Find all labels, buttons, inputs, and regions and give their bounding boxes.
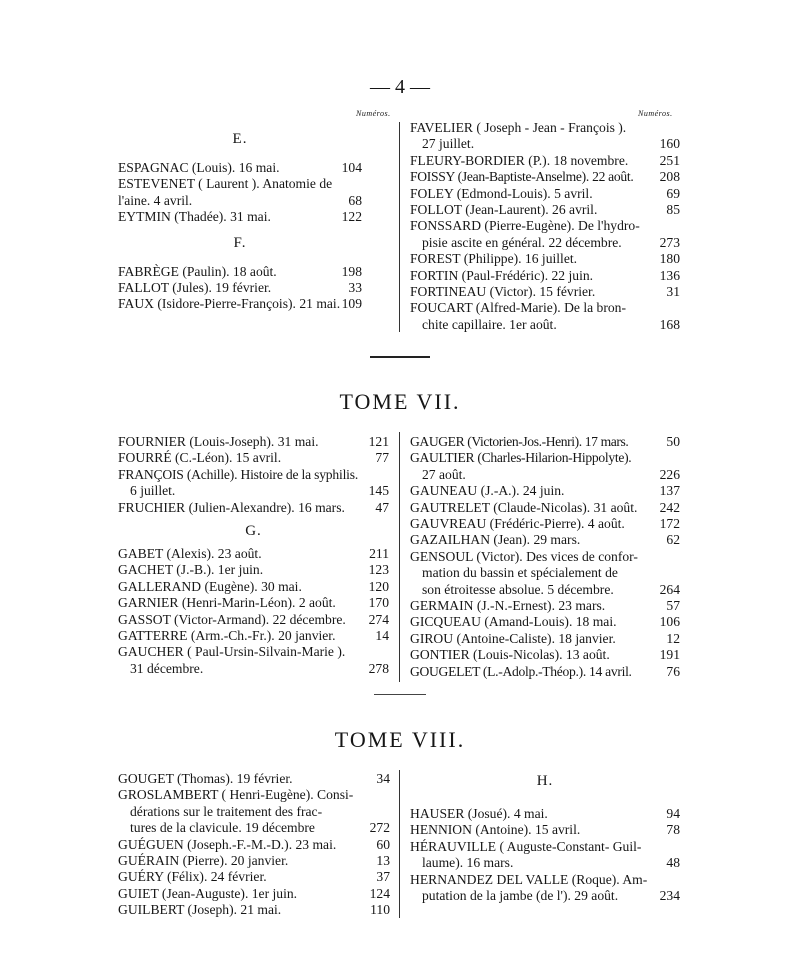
index-entry: FORTIN (Paul-Frédéric). 22 juin. 136	[410, 267, 680, 283]
index-entry: FRUCHIER (Julien-Alexandre). 16 mars. 47	[118, 499, 389, 515]
index-entry: ESPAGNAC (Louis). 16 mai. 104	[118, 160, 362, 175]
index-entry: GOUGET (Thomas). 19 février. 34	[118, 771, 390, 786]
numeros-label-left: Numéros.	[356, 109, 391, 118]
index-entry: FOREST (Philippe). 16 juillet. 180	[410, 251, 680, 267]
index-entry: GAUTRELET (Claude-Nicolas). 31 août. 242	[410, 499, 680, 515]
column-divider	[399, 432, 400, 682]
index-entry: GROSLAMBERT ( Henri-Eugène). Consi- dérations sur le traitement des frac- tures de la clavicule. 19 décembre 272	[118, 787, 390, 836]
index-entry: HÉRAUVILLE ( Auguste-Constant- Guil- laume). 16 mars. 48	[410, 838, 680, 871]
index-entry: GATTERRE (Arm.-Ch.-Fr.). 20 janvier. 14	[118, 628, 389, 644]
index-entry: GENSOUL (Victor). Des vices de confor- mation du bassin et spécialement de son étroitesse absolue. 5 décembre. 264	[410, 548, 680, 597]
index-entry: GUILBERT (Joseph). 21 mai. 110	[118, 902, 390, 918]
index-entry: GAZAILHAN (Jean). 29 mars. 62	[410, 532, 680, 548]
index-entry: FAUX (Isidore-Pierre-François). 21 mai. 109	[118, 296, 362, 312]
tome7-left-column	[118, 434, 389, 677]
index-entry: GASSOT (Victor-Armand). 22 décembre. 274	[118, 611, 389, 627]
letter-heading-e: E.	[232, 131, 248, 147]
index-entry: GACHET (J.-B.). 1er juin. 123	[118, 562, 389, 578]
index-entry: GAUNEAU (J.-A.). 24 juin. 137	[410, 483, 680, 499]
index-entry: GICQUEAU (Amand-Louis). 18 mai. 106	[410, 614, 680, 630]
index-entry: FALLOT (Jules). 19 février. 33	[118, 280, 362, 296]
index-entry: FOURRÉ (C.-Léon). 15 avril. 77	[118, 450, 389, 466]
index-entry: GALLERAND (Eugène). 30 mai. 120	[118, 578, 389, 594]
index-entry: GERMAIN (J.-N.-Ernest). 23 mars. 57	[410, 598, 680, 614]
index-entry: FOLEY (Edmond-Louis). 5 avril. 69	[410, 185, 680, 201]
index-entry: GAUGER (Victorien-Jos.-Henri). 17 mars. 50	[410, 434, 680, 449]
index-entry: EYTMIN (Thadée). 31 mai. 122	[118, 209, 362, 225]
section-rule	[370, 356, 430, 358]
index-entry: GUÉGUEN (Joseph.-F.-M.-D.). 23 mai. 60	[118, 836, 390, 852]
section1-left-column	[118, 128, 362, 313]
letter-heading-g: G.	[245, 523, 262, 540]
index-entry: GONTIER (Louis-Nicolas). 13 août. 191	[410, 647, 680, 663]
index-entry: GAUCHER ( Paul-Ursin-Silvain-Marie ). 31 décembre. 278	[118, 644, 389, 676]
numeros-label-right: Numéros.	[638, 109, 673, 118]
column-divider	[399, 770, 400, 918]
tome7-right-column	[410, 434, 680, 680]
index-entry: HERNANDEZ DEL VALLE (Roque). Am- putation de la jambe (de l'). 29 août. 234	[410, 871, 680, 904]
index-entry: FRANÇOIS (Achille). Histoire de la syphilis. 6 juillet. 145	[118, 466, 389, 499]
tome-vii-title: TOME VII.	[339, 389, 461, 414]
page-number: — 4 —	[370, 76, 430, 98]
index-entry: GUÉRAIN (Pierre). 20 janvier. 13	[118, 853, 390, 869]
index-entry: GARNIER (Henri-Marin-Léon). 2 août. 170	[118, 595, 389, 611]
index-entry: GAULTIER (Charles-Hilarion-Hippolyte). 27 août. 226	[410, 450, 680, 482]
index-entry: GIROU (Antoine-Caliste). 18 janvier. 12	[410, 630, 680, 646]
tome8-right-column	[410, 770, 680, 904]
tome-viii-title: TOME VIII.	[334, 727, 466, 752]
index-entry: GUIET (Jean-Auguste). 1er juin. 124	[118, 885, 390, 901]
index-entry: HAUSER (Josué). 4 mai. 94	[410, 806, 680, 821]
index-entry: FONSSARD (Pierre-Eugène). De l'hydro- pisie ascite en général. 22 décembre. 273	[410, 218, 680, 250]
index-entry: FAVELIER ( Joseph - Jean - François ). 27 juillet. 160	[410, 120, 680, 152]
index-entry: FLEURY-BORDIER (P.). 18 novembre. 251	[410, 152, 680, 168]
index-entry: ESTEVENET ( Laurent ). Anatomie de l'aine. 4 avril. 68	[118, 176, 362, 208]
index-entry: FOUCART (Alfred-Marie). De la bron- chite capillaire. 1er août. 168	[410, 300, 680, 332]
index-entry: FOURNIER (Louis-Joseph). 31 mai. 121	[118, 434, 389, 449]
index-entry: FOLLOT (Jean-Laurent). 26 avril. 85	[410, 202, 680, 218]
index-entry: FORTINEAU (Victor). 15 février. 31	[410, 284, 680, 300]
section-rule	[374, 694, 426, 695]
letter-heading-h: H.	[536, 773, 554, 789]
tome8-left-column	[118, 771, 390, 919]
letter-heading-f: F.	[233, 234, 247, 251]
index-entry: GUÉRY (Félix). 24 février. 37	[118, 869, 390, 885]
index-entry: HENNION (Antoine). 15 avril. 78	[410, 822, 680, 838]
index-entry: GAUVREAU (Frédéric-Pierre). 4 août. 172	[410, 516, 680, 532]
index-entry: GABET (Alexis). 23 août. 211	[118, 546, 389, 562]
index-entry: FABRÈGE (Paulin). 18 août. 198	[118, 263, 362, 279]
column-divider	[399, 122, 400, 332]
index-entry: FOISSY (Jean-Baptiste-Anselme). 22 août. 208	[410, 169, 680, 185]
section1-right-column	[410, 120, 680, 333]
index-entry: GOUGELET (L.-Adolp.-Théop.). 14 avril. 76	[410, 663, 680, 679]
